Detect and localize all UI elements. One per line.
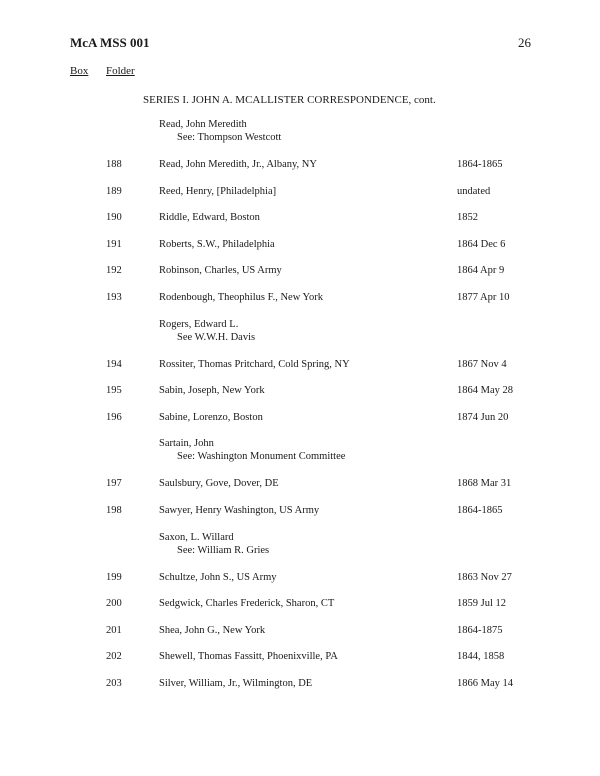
folder-entry	[0, 571, 600, 598]
folder-number: 193	[106, 291, 122, 303]
correspondent-name: Rodenbough, Theophilus F., New York	[159, 291, 324, 303]
correspondent-name: Read, John Meredith, Jr., Albany, NY	[159, 159, 317, 170]
column-header-folder: Folder	[106, 65, 135, 77]
entry-date: 1859 Jul 12	[457, 598, 507, 610]
correspondent-name: Reed, Henry, [Philadelphia]	[159, 185, 277, 197]
entry-date: 1867 Nov 4	[457, 358, 507, 370]
folder-number: 203	[106, 677, 122, 689]
correspondent-name: Roberts, S.W., Philadelphia	[159, 238, 275, 250]
folder-entry	[0, 677, 600, 704]
folder-entry	[0, 650, 600, 677]
correspondent-name: Saxon, L. Willard	[159, 531, 234, 543]
folder-number: 196	[106, 411, 122, 423]
correspondent-name: Read, John Meredith	[159, 119, 247, 130]
folder-entry	[0, 238, 600, 265]
folder-entry	[0, 597, 600, 624]
entry-date: 1863 Nov 27	[457, 571, 512, 583]
correspondent-name: Shea, John G., New York	[159, 624, 266, 636]
entry-date: 1864 May 28	[457, 385, 513, 397]
folder-number: 188	[106, 159, 122, 170]
entry-date: undated	[457, 185, 491, 197]
correspondent-name: Rogers, Edward L.	[159, 318, 239, 330]
correspondent-name: Sedgwick, Charles Frederick, Sharon, CT	[159, 598, 335, 610]
folder-entry	[0, 264, 600, 291]
entry-date: 1866 May 14	[457, 677, 513, 689]
folder-number: 199	[106, 571, 122, 583]
entry-date: 1864 Dec 6	[457, 238, 506, 250]
correspondent-name: Robinson, Charles, US Army	[159, 265, 282, 277]
folder-number: 192	[106, 265, 122, 277]
series-heading: SERIES I. JOHN A. MCALLISTER CORRESPONDENCE, cont.	[143, 94, 436, 106]
correspondent-name: Rossiter, Thomas Pritchard, Cold Spring, NY	[159, 358, 350, 370]
folder-number: 190	[106, 212, 122, 224]
folder-number: 200	[106, 598, 122, 610]
folder-number: 201	[106, 624, 122, 636]
cross-reference-entry	[0, 531, 600, 571]
correspondent-name: Sabin, Joseph, New York	[159, 385, 265, 397]
correspondent-name: Shewell, Thomas Fassitt, Phoenixville, PA	[159, 651, 338, 663]
folder-number: 191	[106, 238, 122, 250]
folder-number: 194	[106, 358, 122, 370]
correspondent-name: Saulsbury, Gove, Dover, DE	[159, 478, 279, 490]
see-reference: See W.W.H. Davis	[177, 331, 256, 343]
column-header-box: Box	[70, 65, 89, 77]
correspondent-name: Schultze, John S., US Army	[159, 571, 277, 583]
folder-entry	[0, 358, 600, 385]
folder-number: 202	[106, 651, 122, 663]
see-reference: See: Thompson Westcott	[177, 132, 282, 143]
see-reference: See: Washington Monument Committee	[177, 451, 346, 463]
folder-entry	[0, 158, 600, 185]
folder-entry	[0, 211, 600, 238]
correspondent-name: Silver, William, Jr., Wilmington, DE	[159, 677, 313, 689]
entry-date: 1868 Mar 31	[457, 478, 512, 490]
folder-entry	[0, 624, 600, 651]
entry-date: 1844, 1858	[457, 651, 505, 663]
folder-number: 195	[106, 385, 122, 397]
collection-id: McA MSS 001	[70, 35, 150, 50]
folder-number: 198	[106, 504, 122, 516]
folder-number: 197	[106, 478, 122, 490]
entry-date: 1864-1865	[457, 504, 503, 516]
folder-number: 189	[106, 185, 122, 197]
entry-date: 1864 Apr 9	[457, 265, 505, 277]
cross-reference-entry	[0, 118, 600, 158]
folder-entry	[0, 384, 600, 411]
entry-date: 1877 Apr 10	[457, 291, 510, 303]
entry-date: 1874 Jun 20	[457, 411, 509, 423]
folder-entry	[0, 411, 600, 438]
entry-date: 1864-1865	[457, 159, 503, 170]
entry-list	[0, 118, 600, 704]
folder-entry	[0, 185, 600, 212]
correspondent-name: Riddle, Edward, Boston	[159, 212, 260, 224]
folder-entry	[0, 504, 600, 531]
see-reference: See: William R. Gries	[177, 544, 270, 556]
correspondent-name: Sawyer, Henry Washington, US Army	[159, 504, 320, 516]
correspondent-name: Sabine, Lorenzo, Boston	[159, 411, 263, 423]
entry-date: 1864-1875	[457, 624, 503, 636]
cross-reference-entry	[0, 318, 600, 358]
folder-entry	[0, 291, 600, 318]
cross-reference-entry	[0, 437, 600, 477]
correspondent-name: Sartain, John	[159, 438, 214, 450]
entry-date: 1852	[457, 212, 478, 224]
folder-entry	[0, 477, 600, 504]
page-number: 26	[518, 35, 531, 50]
